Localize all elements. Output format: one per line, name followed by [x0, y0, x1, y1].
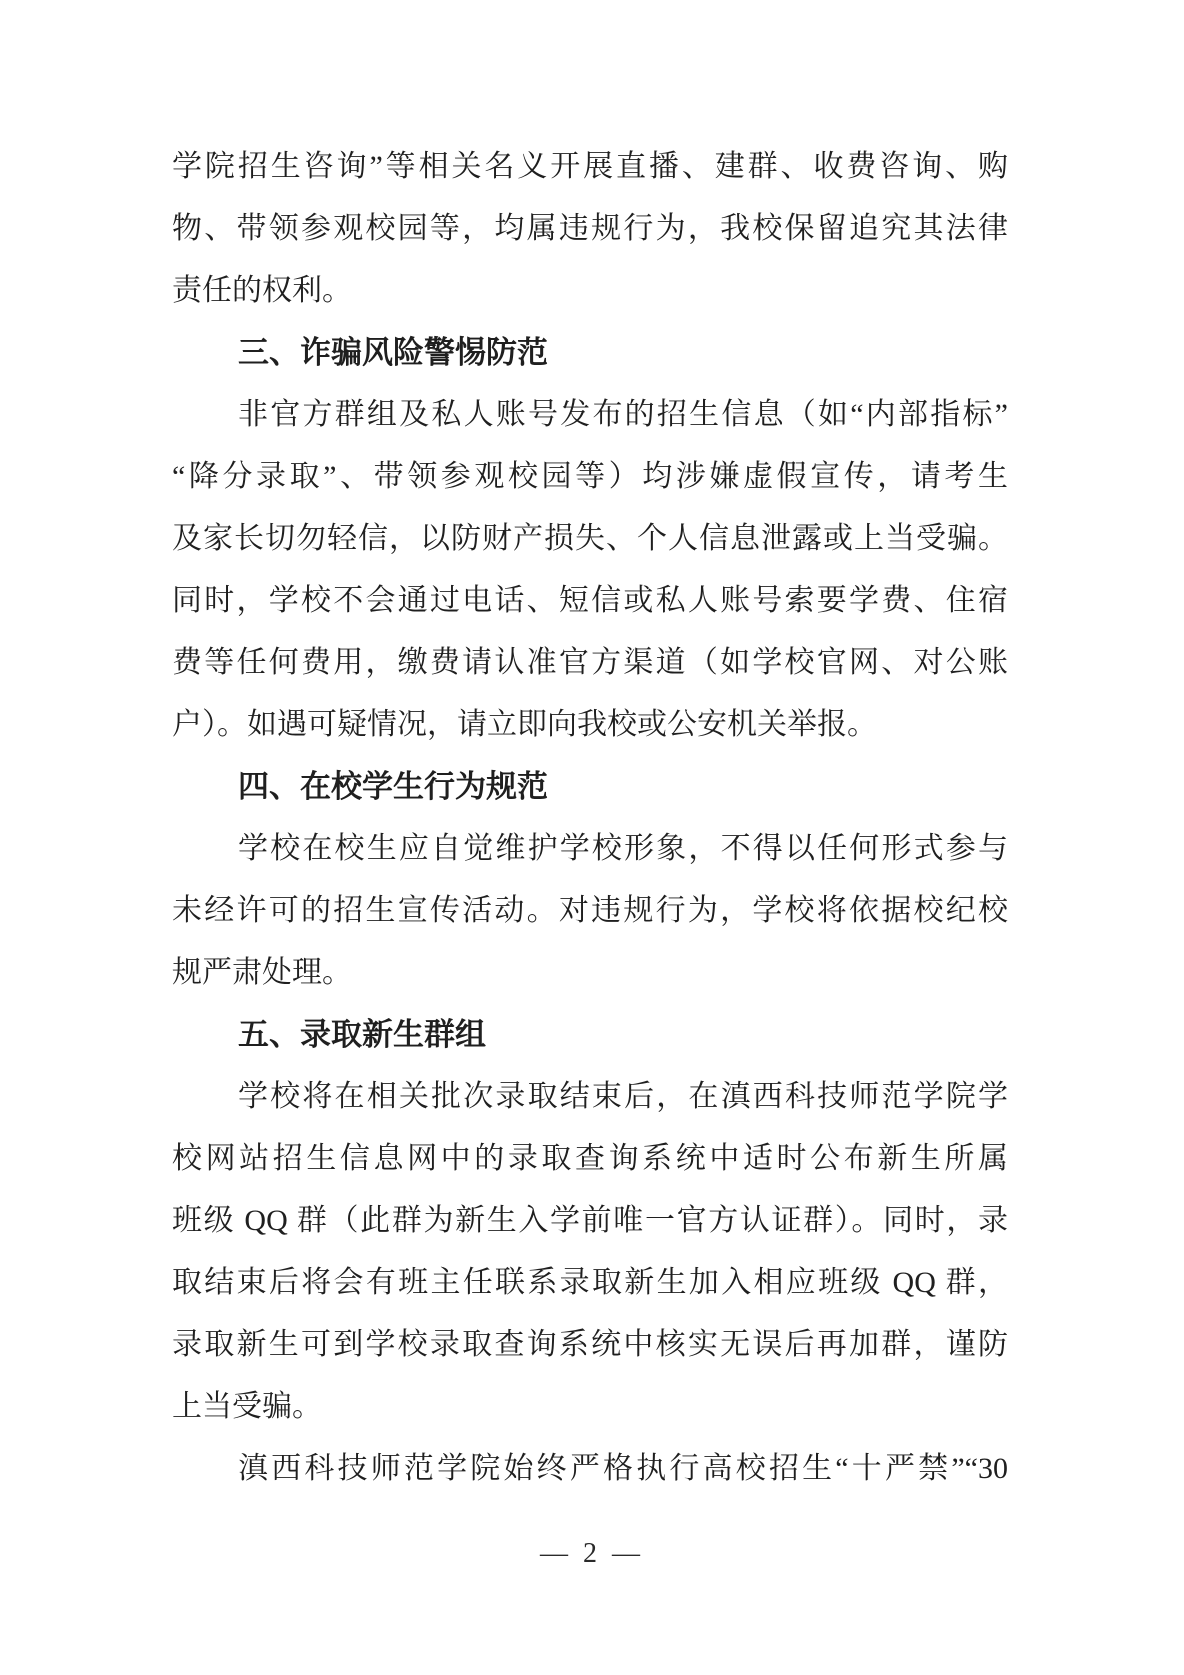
text-line: 未经许可的招生宣传活动。对违规行为，学校将依据校纪校: [172, 894, 1008, 927]
text-line: “降分录取”、带领参观校园等）均涉嫌虚假宣传，请考生: [172, 460, 1008, 493]
section-heading-3: 三、诈骗风险警惕防范: [238, 335, 548, 370]
text-line: 班级 QQ 群（此群为新生入学前唯一官方认证群）。同时，录: [172, 1204, 1008, 1237]
text-line: 录取新生可到学校录取查询系统中核实无误后再加群，谨防: [172, 1328, 1008, 1361]
text-line: 非官方群组及私人账号发布的招生信息（如“内部指标”: [238, 398, 1008, 431]
text-line: 费等任何费用，缴费请认准官方渠道（如学校官网、对公账: [172, 646, 1008, 679]
section-heading-4: 四、在校学生行为规范: [238, 769, 548, 804]
text-line: 滇西科技师范学院始终严格执行高校招生“十严禁”“30: [238, 1452, 1008, 1485]
text-line: 学校将在相关批次录取结束后，在滇西科技师范学院学: [238, 1080, 1008, 1113]
text-line: 及家长切勿轻信，以防财产损失、个人信息泄露或上当受骗。: [172, 522, 1008, 555]
text-line: 物、带领参观校园等，均属违规行为，我校保留追究其法律: [172, 212, 1008, 245]
text-line: 学院招生咨询”等相关名义开展直播、建群、收费咨询、购: [172, 150, 1008, 183]
text-line: 户）。如遇可疑情况，请立即向我校或公安机关举报。: [172, 708, 877, 741]
page-number: — 2 —: [540, 1538, 644, 1569]
text-line: 同时，学校不会通过电话、短信或私人账号索要学费、住宿: [172, 584, 1008, 617]
text-line: 上当受骗。: [172, 1390, 322, 1423]
text-line: 取结束后将会有班主任联系录取新生加入相应班级 QQ 群，: [172, 1266, 1008, 1299]
text-line: 校网站招生信息网中的录取查询系统中适时公布新生所属: [172, 1142, 1008, 1175]
section-heading-5: 五、录取新生群组: [238, 1017, 486, 1052]
text-line: 责任的权利。: [172, 274, 352, 307]
document-body: [172, 136, 1008, 1500]
text-line: 学校在校生应自觉维护学校形象，不得以任何形式参与: [238, 832, 1008, 865]
text-line: 规严肃处理。: [172, 956, 352, 989]
